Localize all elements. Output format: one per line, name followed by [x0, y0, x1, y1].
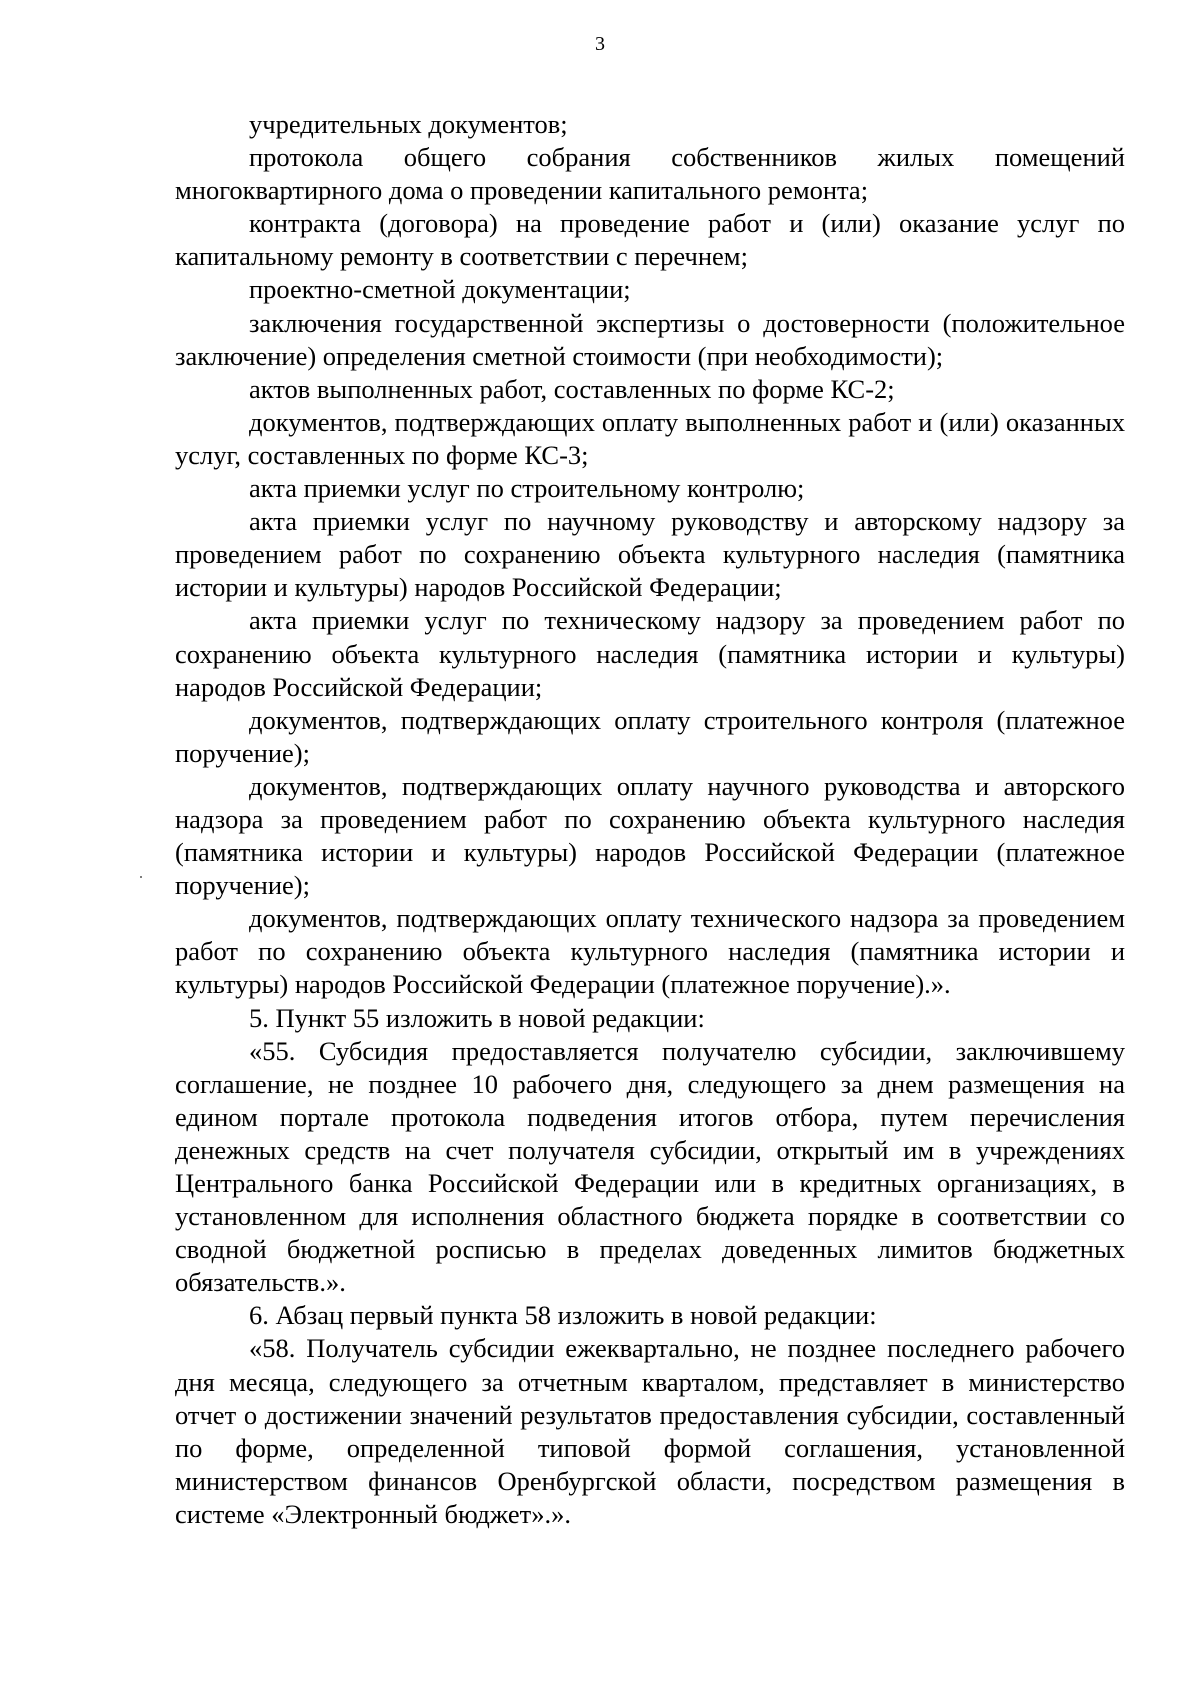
paragraph: «58. Получатель субсидии ежеквартально, не позднее последнего рабочего дня месяца, следующего за отчетным кварталом, представляет в министерство отчет о достижении значений результатов предоставления субсидии, составленный по форме, определенной типовой формой соглашения, установленной министерством финансов Оренбургской области, посредством размещения в системе «Электронный бюджет».».: [175, 1333, 1125, 1529]
paragraph: документов, подтверждающих оплату строительного контроля (платежное поручение);: [175, 704, 1125, 768]
document-body: [175, 108, 1125, 1531]
paragraph: актов выполненных работ, составленных по форме КС-2;: [249, 373, 895, 404]
paragraph: «55. Субсидия предоставляется получателю субсидии, заключившему соглашение, не позднее 10 рабочего дня, следующего за днем размещения на едином портале протокола подведения итогов отбора, путем перечисления денежных средств на счет получателя субсидии, открытый им в учреждениях Центрального банка Российской Федерации или в кредитных организациях, в установленном для исполнения областного бюджета порядке в соответствии со сводной бюджетной росписью в пределах доведенных лимитов бюджетных обязательств.».: [175, 1035, 1125, 1298]
paragraph: акта приемки услуг по строительному контролю;: [249, 473, 805, 504]
paragraph: 5. Пункт 55 изложить в новой редакции:: [249, 1002, 705, 1033]
paragraph: документов, подтверждающих оплату выполненных работ и (или) оказанных услуг, составленных по форме КС-3;: [175, 406, 1125, 470]
paragraph: документов, подтверждающих оплату технического надзора за проведением работ по сохранению объекта культурного наследия (памятника истории и культуры) народов Российской Федерации (платежное поручение).».: [175, 903, 1125, 1000]
paragraph: документов, подтверждающих оплату научного руководства и авторского надзора за проведением работ по сохранению объекта культурного наследия (памятника истории и культуры) народов Российской Федерации (платежное поручение);: [175, 770, 1125, 901]
paragraph: проектно-сметной документации;: [249, 274, 631, 305]
scan-speck: [140, 876, 142, 878]
paragraph: акта приемки услуг по техническому надзору за проведением работ по сохранению объекта культурного наследия (памятника истории и культуры) народов Российской Федерации;: [175, 605, 1125, 702]
paragraph: заключения государственной экспертизы о достоверности (положительное заключение) определения сметной стоимости (при необходимости);: [175, 307, 1125, 371]
paragraph: контракта (договора) на проведение работ и (или) оказание услуг по капитальному ремонту в соответствии с перечнем;: [175, 208, 1125, 272]
paragraph: учредительных документов;: [249, 109, 568, 139]
paragraph: 6. Абзац первый пункта 58 изложить в новой редакции:: [249, 1300, 877, 1331]
page-number: 3: [595, 33, 605, 55]
paragraph: протокола общего собрания собственников жилых помещений многоквартирного дома о проведении капитального ремонта;: [175, 142, 1125, 206]
paragraph: акта приемки услуг по научному руководству и авторскому надзору за проведением работ по сохранению объекта культурного наследия (памятника истории и культуры) народов Российской Федерации;: [175, 506, 1125, 603]
